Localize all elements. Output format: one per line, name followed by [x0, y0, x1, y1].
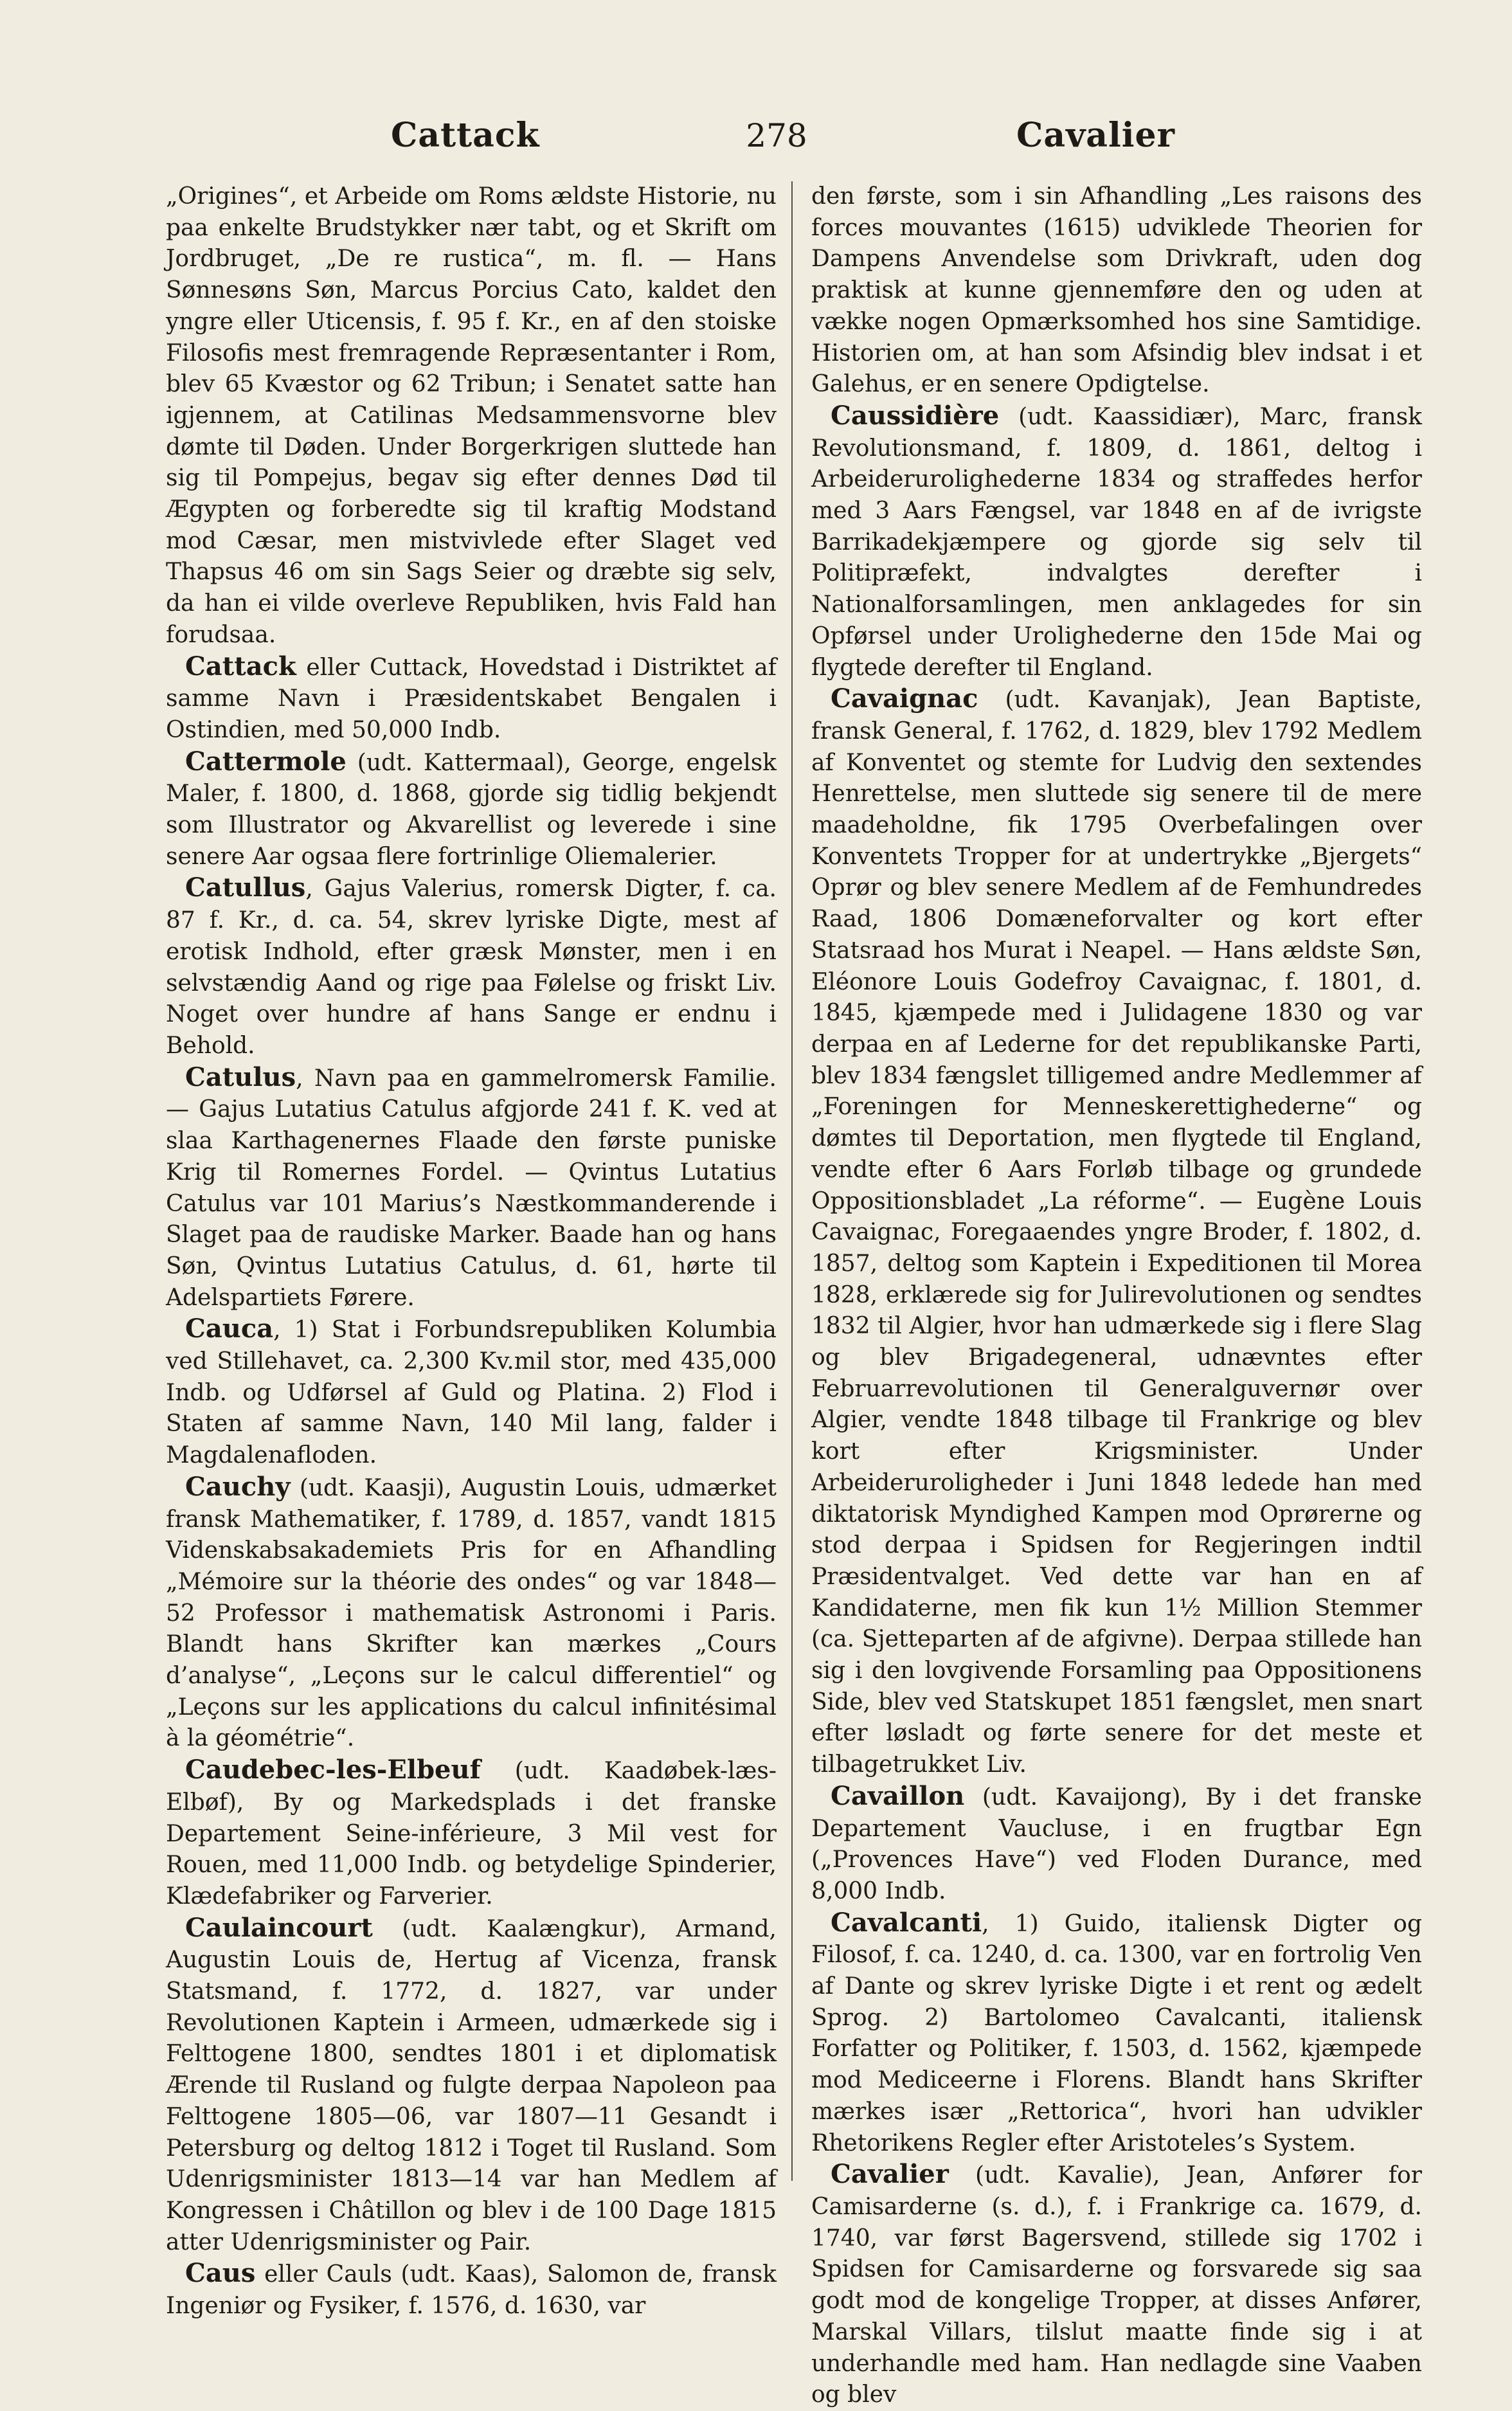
dictionary-entry — [166, 1314, 777, 1472]
entry-text: (udt. Kaadøbek-læs-Elbøf), By og Markedsplads i det franske Departement Seine-inférieure, 3 Mil vest for Rouen, med 11,000 Indb. og betydelige Spinderier, Klædefabriker og Farverier. — [166, 1758, 777, 1910]
dictionary-entry — [811, 1781, 1422, 1908]
dictionary-entry — [811, 2159, 1422, 2411]
dictionary-entry — [166, 1472, 777, 1755]
entry-headword: Caussidière — [831, 400, 1000, 431]
right-running-headword: Cavalier — [1016, 116, 1175, 155]
dictionary-entry — [811, 181, 1422, 401]
entry-headword: Cattermole — [185, 746, 346, 777]
running-header — [166, 109, 1387, 167]
entry-headword: Cavaillon — [831, 1780, 965, 1811]
entry-text: , Navn paa en gammelromersk Familie. — Gajus Lutatius Catulus afgjorde 241 f. K. ved at slaa Karthagenernes Flaade den første puniske Krig til Romernes Fordel. — Qvintus Lutatius Catulus var 101 Marius’s Næstkommanderende i Slaget paa de raudiske Marker. Baade han og hans Søn, Qvintus Lutatius Catulus, d. 61, hørte til Adelspartiets Førere. — [166, 1065, 777, 1311]
entry-text: (udt. Kavanjak), Jean Baptiste, fransk General, f. 1762, d. 1829, blev 1792 Medlem af Konventet og stemte for Ludvig den sextendes Henrettelse, men sluttede sig senere til de mere maadeholdne, fik 1795 Overbefalingen over Konventets Tropper for at undertrykke „Bjergets“ Oprør og blev senere Medlem af de Femhundredes Raad, 1806 Domæneforvalter og kort efter Statsraad hos Murat i Neapel. — Hans ældste Søn, Eléonore Louis Godefroy Cavaignac, f. 1801, d. 1845, kjæmpede med i Julidagene 1830 og var derpaa en af Lederne for det republikanske Parti, blev 1834 fængslet tilligemed andre Medlemmer af „Foreningen for Menneskerettighederne“ og dømtes til Deportation, men flygtede til England, vendte efter 6 Aars Forløb tilbage og grundede Oppositionsbladet „La réforme“. — Eugène Louis Cavaignac, Foregaaendes yngre Broder, f. 1802, d. 1857, deltog som Kaptein i Expeditionen til Morea 1828, erklærede sig for Julirevolutionen og sendtes 1832 til Algier, hvor han udmærkede sig i flere Slag og blev Brigadegeneral, udnævntes efter Februarrevolutionen til Generalguvernør over Algier, vendte 1848 tilbage til Frankrige og blev kort efter Krigsminister. Under Arbeideruroligheder i Juni 1848 ledede han med diktatorisk Myndighed Kampen mod Oprørerne og stod derpaa i Spidsen for Regjeringen indtil Præsidentvalget. Ved dette var han en af Kandidaterne, men fik kun 1½ Million Stemmer (ca. Sjetteparten af de afgivne). Derpaa stillede han sig i den lovgivende Forsamling paa Oppositionens Side, blev ved Statskupet 1851 fængslet, men snart efter løsladt og førte senere for det meste et tilbagetrukket Liv. — [811, 687, 1422, 1778]
entry-text: eller Cuttack, Hovedstad i Distriktet af samme Navn i Præsidentskabet Bengalen i Ostindien, med 50,000 Indb. — [166, 654, 777, 743]
entry-headword: Cavaignac — [831, 683, 978, 714]
entry-headword: Catulus — [185, 1061, 296, 1092]
entry-headword: Catullus — [185, 872, 306, 903]
entry-text: (udt. Kavalie), Jean, Anfører for Camisarderne (s. d.), f. i Frankrige ca. 1679, d. 1740, var først Bagersvend, stillede sig 1702 i Spidsen for Camisarderne og forsvarede sig saa godt mod de kongelige Tropper, at disses Anfører, Marskal Villars, tilslut maatte finde sig i at underhandle med ham. Han nedlagde sine Vaaben og blev — [811, 2162, 1422, 2408]
entry-text: eller Cauls (udt. Kaas), Salomon de, fransk Ingeniør og Fysiker, f. 1576, d. 1630, var — [166, 2261, 777, 2320]
entry-text: , 1) Stat i Forbundsrepubliken Kolumbia ved Stillehavet, ca. 2,300 Kv.mil stor, med 435,000 Indb. og Udførsel af Guld og Platina. 2) Flod i Staten af samme Navn, 140 Mil lang, falder i Magdalenafloden. — [166, 1317, 777, 1469]
entry-headword: Caudebec-les-Elbeuf — [185, 1755, 481, 1785]
entry-text: , 1) Guido, italiensk Digter og Filosof, f. ca. 1240, d. ca. 1300, var en fortrolig Ven af Dante og skrev lyriske Digte i et rent og ædelt Sprog. 2) Bartolomeo Cavalcanti, italiensk Forfatter og Politiker, f. 1503, d. 1562, kjæmpede mod Mediceerne i Florens. Blandt hans Skrifter mærkes især „Rettorica“, hvori han udvikler Rhetorikens Regler efter Aristoteles’s System. — [811, 1910, 1422, 2156]
entry-text: (udt. Kaalængkur), Armand, Augustin Louis de, Hertug af Vicenza, fransk Statsmand, f. 1772, d. 1827, var under Revolutionen Kaptein i Armeen, udmærkede sig i Felttogene 1800, sendtes 1801 i et diplomatisk Ærende til Rusland og fulgte derpaa Napoleon paa Felttogene 1805—06, var 1807—11 Gesandt i Petersburg og deltog 1812 i Toget til Rusland. Som Udenrigsminister 1813—14 var han Medlem af Kongressen i Châtillon og blev i de 100 Dage 1815 atter Udenrigsminister og Pair. — [166, 1915, 777, 2255]
entry-headword: Cauca — [185, 1314, 274, 1344]
entry-headword: Caus — [185, 2258, 256, 2289]
entry-text: (udt. Kattermaal), George, engelsk Maler, f. 1800, d. 1868, gjorde sig tidlig bekjendt som Illustrator og Akvarellist og leverede i sine senere Aar ogsaa flere fortrinlige Oliemalerier. — [166, 749, 777, 870]
entry-text: , Gajus Valerius, romersk Digter, f. ca. 87 f. Kr., d. ca. 54, skrev lyriske Digte, mest af erotisk Indhold, efter græsk Mønster, men i en selvstændig Aand og rige paa Følelse og friskt Liv. Noget over hundre af hans Sange er endnu i Behold. — [166, 876, 777, 1059]
dictionary-entry — [166, 746, 777, 873]
dictionary-entry — [811, 401, 1422, 683]
entry-text: (udt. Kaasji), Augustin Louis, udmærket fransk Mathematiker, f. 1789, d. 1857, vandt 1815 Videnskabsakademiets Pris for en Afhandling „Mémoire sur la théorie des ondes“ og var 1848—52 Professor i mathematisk Astronomi i Paris. Blandt hans Skrifter kan mærkes „Cours d’analyse“, „Leçons sur le calcul differentiel“ og „Leçons sur les applications du calcul infinitésimal à la géométrie“. — [166, 1474, 777, 1752]
dictionary-entry — [811, 1908, 1422, 2160]
page-number: 278 — [746, 117, 807, 154]
left-column — [166, 181, 777, 2320]
entry-headword: Cattack — [185, 651, 296, 682]
dictionary-entry — [166, 2258, 777, 2322]
left-running-headword: Cattack — [391, 116, 540, 155]
entry-text: den første, som i sin Afhandling „Les raisons des forces mouvantes (1615) udviklede Theorien for Dampens Anvendelse som Drivkraft, uden dog praktisk at kunne gjennemføre den og uden at vække nogen Opmærksomhed hos sine Samtidige. Historien om, at han som Afsindig blev indsat i et Galehus, er en senere Opdigtelse. — [811, 183, 1422, 398]
dictionary-entry — [166, 1755, 777, 1913]
entry-headword: Cauchy — [185, 1471, 291, 1502]
column-divider — [791, 181, 793, 2181]
dictionary-entry — [166, 181, 777, 651]
right-column — [811, 181, 1422, 2408]
entry-headword: Caulaincourt — [185, 1912, 373, 1943]
dictionary-entry — [166, 651, 777, 746]
dictionary-entry — [166, 1913, 777, 2259]
dictionary-entry — [166, 872, 777, 1061]
entry-headword: Cavalier — [831, 2159, 949, 2190]
entry-text: „Origines“, et Arbeide om Roms ældste Historie, nu paa enkelte Brudstykker nær tabt, og et Skrift om Jordbruget, „De re rustica“, m. fl. — Hans Sønnesøns Søn, Marcus Porcius Cato, kaldet den yngre eller Uticensis, f. 95 f. Kr., en af den stoiske Filosofis mest fremragende Repræsentanter i Rom, blev 65 Kvæstor og 62 Tribun; i Senatet satte han igjennem, at Catilinas Medsammensvorne blev dømte til Døden. Under Borgerkrigen sluttede han sig til Pompejus, begav sig efter dennes Død til Ægypten og forberedte sig til kraftig Modstand mod Cæsar, men mistvivlede efter Slaget ved Thapsus 46 om sin Sags Seier og dræbte sig selv, da han ei vilde overleve Republiken, hvis Fald han forudsaa. — [166, 183, 777, 648]
dictionary-entry — [166, 1062, 777, 1314]
entry-text: (udt. Kavaijong), By i det franske Departement Vaucluse, i en frugtbar Egn („Provences Have“) ved Floden Durance, med 8,000 Indb. — [811, 1783, 1422, 1904]
entry-text: (udt. Kaassidiær), Marc, fransk Revolutionsmand, f. 1809, d. 1861, deltog i Arbeiderurolighederne 1834 og straffedes herfor med 3 Aars Fængsel, var 1848 en af de ivrigste Barrikadekjæmpere og gjorde sig selv til Politipræfekt, indvalgtes derefter i Nationalforsamlingen, men anklagedes for sin Opførsel under Urolighederne den 15de Mai og flygtede derefter til England. — [811, 403, 1422, 681]
entry-headword: Cavalcanti — [831, 1907, 982, 1938]
dictionary-entry — [811, 683, 1422, 1781]
